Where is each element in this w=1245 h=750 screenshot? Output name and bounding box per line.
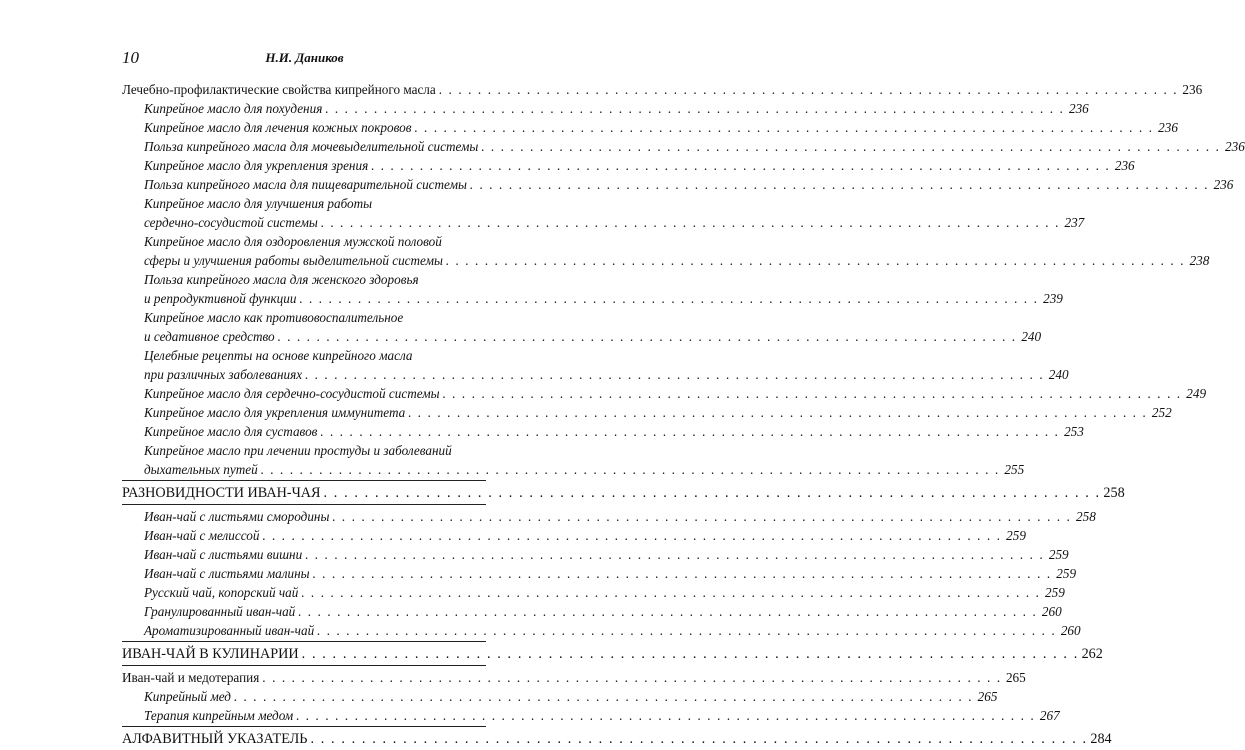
- toc-entry-page: 238: [1189, 253, 1210, 268]
- toc-entry: [122, 156, 1135, 175]
- toc-entry-title: Кипрейное масло для лечения кожных покровов: [144, 120, 412, 135]
- toc-entry-title: Кипрейное масло для суставов: [144, 424, 318, 439]
- dot-leader: [470, 175, 1209, 194]
- toc-entry-page: 239: [1043, 291, 1063, 306]
- dot-leader: [332, 507, 1071, 526]
- toc-entry: [122, 668, 1026, 687]
- toc-entry-title: Иван-чай и медотерапия: [122, 670, 260, 685]
- dot-leader: [408, 403, 1147, 422]
- toc-entry: [122, 175, 1234, 194]
- toc-entry-page: 267: [1039, 708, 1060, 723]
- dot-leader: [234, 687, 973, 706]
- toc-entry: [122, 507, 1096, 526]
- toc-entry-page: 255: [1004, 462, 1025, 477]
- toc-entry-page: 260: [1060, 623, 1081, 638]
- toc-entry-page: 249: [1186, 386, 1207, 401]
- toc-entry-title: Иван-чай с мелиссой: [144, 528, 260, 543]
- dot-leader: [446, 251, 1185, 270]
- section-divider: [122, 641, 486, 642]
- dot-leader: [325, 99, 1064, 118]
- dot-leader: [321, 213, 1060, 232]
- toc-section-page: 284: [1090, 731, 1112, 747]
- toc-entry: [122, 137, 1245, 156]
- toc-entry: [122, 213, 1085, 232]
- toc-entry: [122, 80, 1203, 99]
- dot-leader: [414, 118, 1153, 137]
- toc-entry-first-line: Кипрейное масло как противовоспалительное: [144, 310, 404, 325]
- dot-leader: [371, 156, 1110, 175]
- toc-entry: [122, 403, 1172, 422]
- toc-entry-title: Польза кипрейного масла для мочевыделительной системы: [144, 139, 479, 154]
- toc-entry-page: 240: [1021, 329, 1042, 344]
- table-of-contents: [122, 80, 1245, 749]
- running-head: Н.И. Даников: [265, 50, 344, 65]
- toc-section-title: ИВАН-ЧАЙ В КУЛИНАРИИ: [122, 646, 299, 662]
- toc-entry-page: 259: [1056, 566, 1077, 581]
- toc-entry: [122, 687, 998, 706]
- toc-entry-title: Лечебно-профилактические свойства кипрейного масла: [122, 82, 436, 97]
- toc-entry: [122, 365, 1069, 384]
- toc-entry-page: 236: [1182, 82, 1203, 97]
- toc-entry-page: 253: [1064, 424, 1084, 439]
- dot-leader: [262, 526, 1001, 545]
- dot-leader: [305, 365, 1044, 384]
- toc-section-page: 262: [1081, 646, 1103, 662]
- toc-entry: [122, 118, 1178, 137]
- toc-entry-title: Ароматизированный иван-чай: [144, 623, 315, 638]
- toc-entry-title: и седативное средство: [144, 329, 275, 344]
- dot-leader: [298, 602, 1037, 621]
- toc-entry-title: Гранулированный иван-чай: [144, 604, 296, 619]
- toc-entry: [122, 583, 1065, 602]
- toc-entry-page: 259: [1006, 528, 1026, 543]
- dot-leader: [317, 621, 1056, 640]
- dot-leader: [481, 137, 1220, 156]
- section-divider: [122, 665, 486, 666]
- toc-entry-title: Кипрейный мед: [144, 689, 231, 704]
- toc-entry: [122, 384, 1207, 403]
- toc-entry-page: 240: [1048, 367, 1069, 382]
- toc-entry-page: 236: [1225, 139, 1245, 154]
- toc-entry: [122, 526, 1026, 545]
- toc-entry: [122, 706, 1060, 725]
- toc-entry: [122, 327, 1042, 346]
- toc-entry-page: 260: [1041, 604, 1062, 619]
- toc-entry-page: 258: [1076, 509, 1096, 524]
- toc-section: [122, 729, 1112, 749]
- toc-entry-page: 259: [1045, 585, 1065, 600]
- toc-entry-page: 236: [1213, 177, 1234, 192]
- toc-entry-page: 236: [1158, 120, 1178, 135]
- toc-entry-title: Иван-чай с листьями малины: [144, 566, 310, 581]
- toc-entry-title: Русский чай, копорский чай: [144, 585, 299, 600]
- toc-entry-title: Кипрейное масло для укрепления зрения: [144, 158, 369, 173]
- dot-leader: [305, 545, 1044, 564]
- toc-entry-page: 237: [1064, 215, 1085, 230]
- section-divider: [122, 504, 486, 505]
- toc-entry-first-line: Польза кипрейного масла для женского здоровья: [144, 272, 419, 287]
- toc-entry: [122, 602, 1062, 621]
- dot-leader: [301, 583, 1040, 602]
- toc-entry-title: Кипрейное масло для похудения: [144, 101, 323, 116]
- toc-entry: [122, 289, 1063, 308]
- dot-leader: [313, 564, 1052, 583]
- toc-entry-title: Кипрейное масло для укрепления иммунитета: [144, 405, 406, 420]
- toc-entry-page: 236: [1068, 101, 1089, 116]
- toc-entry: [122, 99, 1089, 118]
- toc-section-page: 258: [1103, 485, 1125, 501]
- section-divider: [122, 726, 486, 727]
- toc-entry-first-line: Кипрейное масло для оздоровления мужской половой: [144, 234, 442, 249]
- toc-entry-title: дыхательных путей: [144, 462, 258, 477]
- toc-entry-first-line: Целебные рецепты на основе кипрейного масла: [144, 348, 413, 363]
- toc-entry-first-line: Кипрейное масло для улучшения работы: [144, 196, 373, 211]
- toc-entry-page: 259: [1048, 547, 1069, 562]
- dot-leader: [443, 384, 1182, 403]
- dot-leader: [278, 327, 1017, 346]
- page-header: [122, 48, 487, 72]
- page-number: 10: [122, 48, 139, 67]
- toc-entry-first-line: Кипрейное масло при лечении простуды и заболеваний: [144, 443, 452, 458]
- dot-leader: [324, 483, 1101, 503]
- toc-section: [122, 644, 1103, 664]
- toc-entry-page: 265: [977, 689, 998, 704]
- toc-entry-title: Польза кипрейного масла для пищеварительной системы: [144, 177, 467, 192]
- dot-leader: [310, 729, 1087, 749]
- dot-leader: [262, 668, 1001, 687]
- section-divider: [122, 480, 486, 481]
- dot-leader: [439, 80, 1178, 99]
- toc-entry: [122, 564, 1077, 583]
- toc-entry-title: Иван-чай с листьями вишни: [144, 547, 303, 562]
- toc-entry-title: при различных заболеваниях: [144, 367, 303, 382]
- toc-section-title: АЛФАВИТНЫЙ УКАЗАТЕЛЬ: [122, 731, 308, 747]
- toc-entry-page: 252: [1151, 405, 1172, 420]
- toc-entry-page: 236: [1114, 158, 1135, 173]
- toc-entry-title: сферы и улучшения работы выделительной системы: [144, 253, 443, 268]
- toc-entry: [122, 251, 1210, 270]
- toc-entry: [122, 545, 1069, 564]
- dot-leader: [302, 644, 1079, 664]
- toc-entry-title: сердечно-сосудистой системы: [144, 215, 318, 230]
- dot-leader: [296, 706, 1035, 725]
- toc-entry-title: Кипрейное масло для сердечно-сосудистой системы: [144, 386, 440, 401]
- toc-entry: [122, 422, 1084, 441]
- toc-entry-title: Терапия кипрейным медом: [144, 708, 294, 723]
- toc-section-title: РАЗНОВИДНОСТИ ИВАН-ЧАЯ: [122, 485, 321, 501]
- dot-leader: [320, 422, 1059, 441]
- toc-entry-title: Иван-чай с листьями смородины: [144, 509, 330, 524]
- dot-leader: [299, 289, 1038, 308]
- toc-entry-title: и репродуктивной функции: [144, 291, 297, 306]
- toc-entry: [122, 621, 1081, 640]
- toc-entry-page: 265: [1005, 670, 1026, 685]
- dot-leader: [261, 460, 1000, 479]
- toc-section: [122, 483, 1125, 503]
- toc-entry: [122, 460, 1025, 479]
